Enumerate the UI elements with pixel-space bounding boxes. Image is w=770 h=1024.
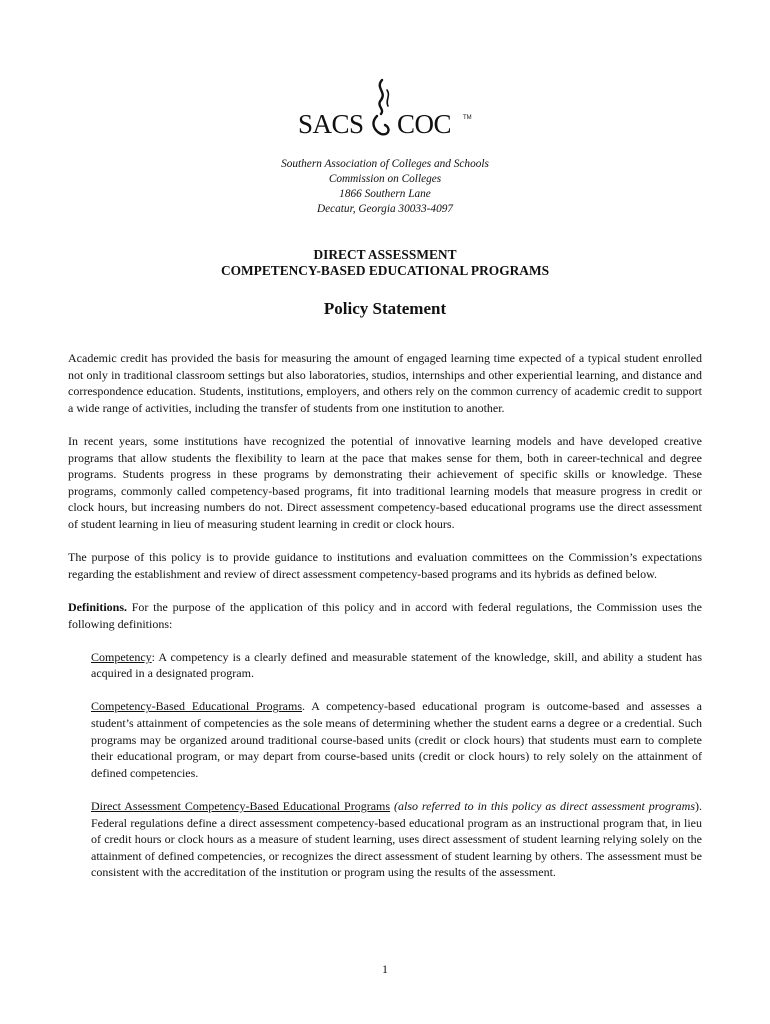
logo-trademark: TM	[463, 115, 472, 121]
paragraph-purpose: The purpose of this policy is to provide guidance to institutions and evaluation committees on the Commission’s expectations regarding the establishment and review of direct assessment competency-based programs and its hybrids as defined below.	[68, 550, 702, 581]
flame-icon	[374, 80, 389, 134]
direct-assessment-alias: (also referred to in this policy as direct assessment programs	[390, 799, 696, 814]
paragraph-recent-years: In recent years, some institutions have recognized the potential of innovative learning models and have developed creative programs that allow students the flexibility to learn at the pace that makes sense for them, both in career-technical and degree programs. Students progress in these programs by demonstrating their achievement of specific skills or knowledge. These programs, commonly called competency-based programs, fit into traditional learning models that measure progress in credit or clock hours, but increasing numbers do not. Direct assessment competency-based educational programs use the direct assessment of student learning in lieu of measuring student learning in credit or clock hours.	[68, 433, 702, 531]
definitions-label: Definitions.	[68, 599, 128, 614]
cbe-definition: . A competency-based educational program is outcome-based and assesses a student’s attainment of competencies as the sole means of determining whether the student earns a degree or a credential. Such programs may be organized around traditional course-based units (credit or clock hours) that students must earn to complete their educational program, or may depart from course-based units (credit or clock hours) to rely solely on the attainment of defined competencies.	[91, 699, 703, 780]
definition-competency	[91, 649, 702, 682]
competency-definition: : A competency is a clearly defined and measurable statement of the knowledge, skill, and ability a student has acquired in a designated program.	[91, 649, 702, 681]
paragraph-academic-credit: Academic credit has provided the basis for measuring the amount of engaged learning time expected of a typical student enrolled not only in traditional classroom settings but also laboratories, studios, internships and other experiential learning, and distance and correspondence education. Students, institutions, employers, and others rely on the common currency of academic credit to support a wide range of activities, including the transfer of students from one institution to another.	[68, 351, 702, 415]
sacscoc-logo	[295, 78, 475, 138]
address-block	[0, 157, 770, 217]
street-address: 1866 Southern Lane	[339, 188, 431, 200]
commission-name: Commission on Colleges	[328, 173, 442, 185]
organization-name: Southern Association of Colleges and Schools	[281, 158, 489, 170]
direct-assessment-definition: ). Federal regulations define a direct assessment competency-based educational program as an instructional program that, in lieu of credit hours or clock hours as a measure of student learning, uses direct assessment of student learning relying solely on the attainment of defined competencies, or recognizes the direct assessment of student learning by others. The assessment must be consistent with the accreditation of the institution or program using the results of the assessment.	[91, 799, 703, 880]
city-state-zip: Decatur, Georgia 30033-4097	[316, 203, 454, 215]
competency-term: Competency	[91, 649, 152, 664]
definitions-intro-text: For the purpose of the application of this policy and in accord with federal regulations, the Commission uses the following definitions:	[68, 599, 702, 631]
definition-cbe-programs	[91, 698, 702, 781]
definition-direct-assessment	[91, 798, 702, 881]
direct-assessment-term: Direct Assessment Competency-Based Educational Programs	[91, 799, 391, 814]
title-line-1: DIRECT ASSESSMENT	[313, 247, 457, 262]
logo-sacs-text: SACS	[298, 109, 364, 138]
cbe-term: Competency-Based Educational Programs	[91, 699, 303, 714]
logo-coc-text: COC	[397, 109, 452, 138]
policy-heading: Policy Statement	[323, 299, 447, 318]
page-number: 1	[382, 962, 388, 976]
title-line-2: COMPETENCY-BASED EDUCATIONAL PROGRAMS	[220, 263, 550, 278]
document-title	[0, 247, 770, 279]
definitions-intro	[68, 599, 702, 632]
document-body	[68, 350, 702, 898]
